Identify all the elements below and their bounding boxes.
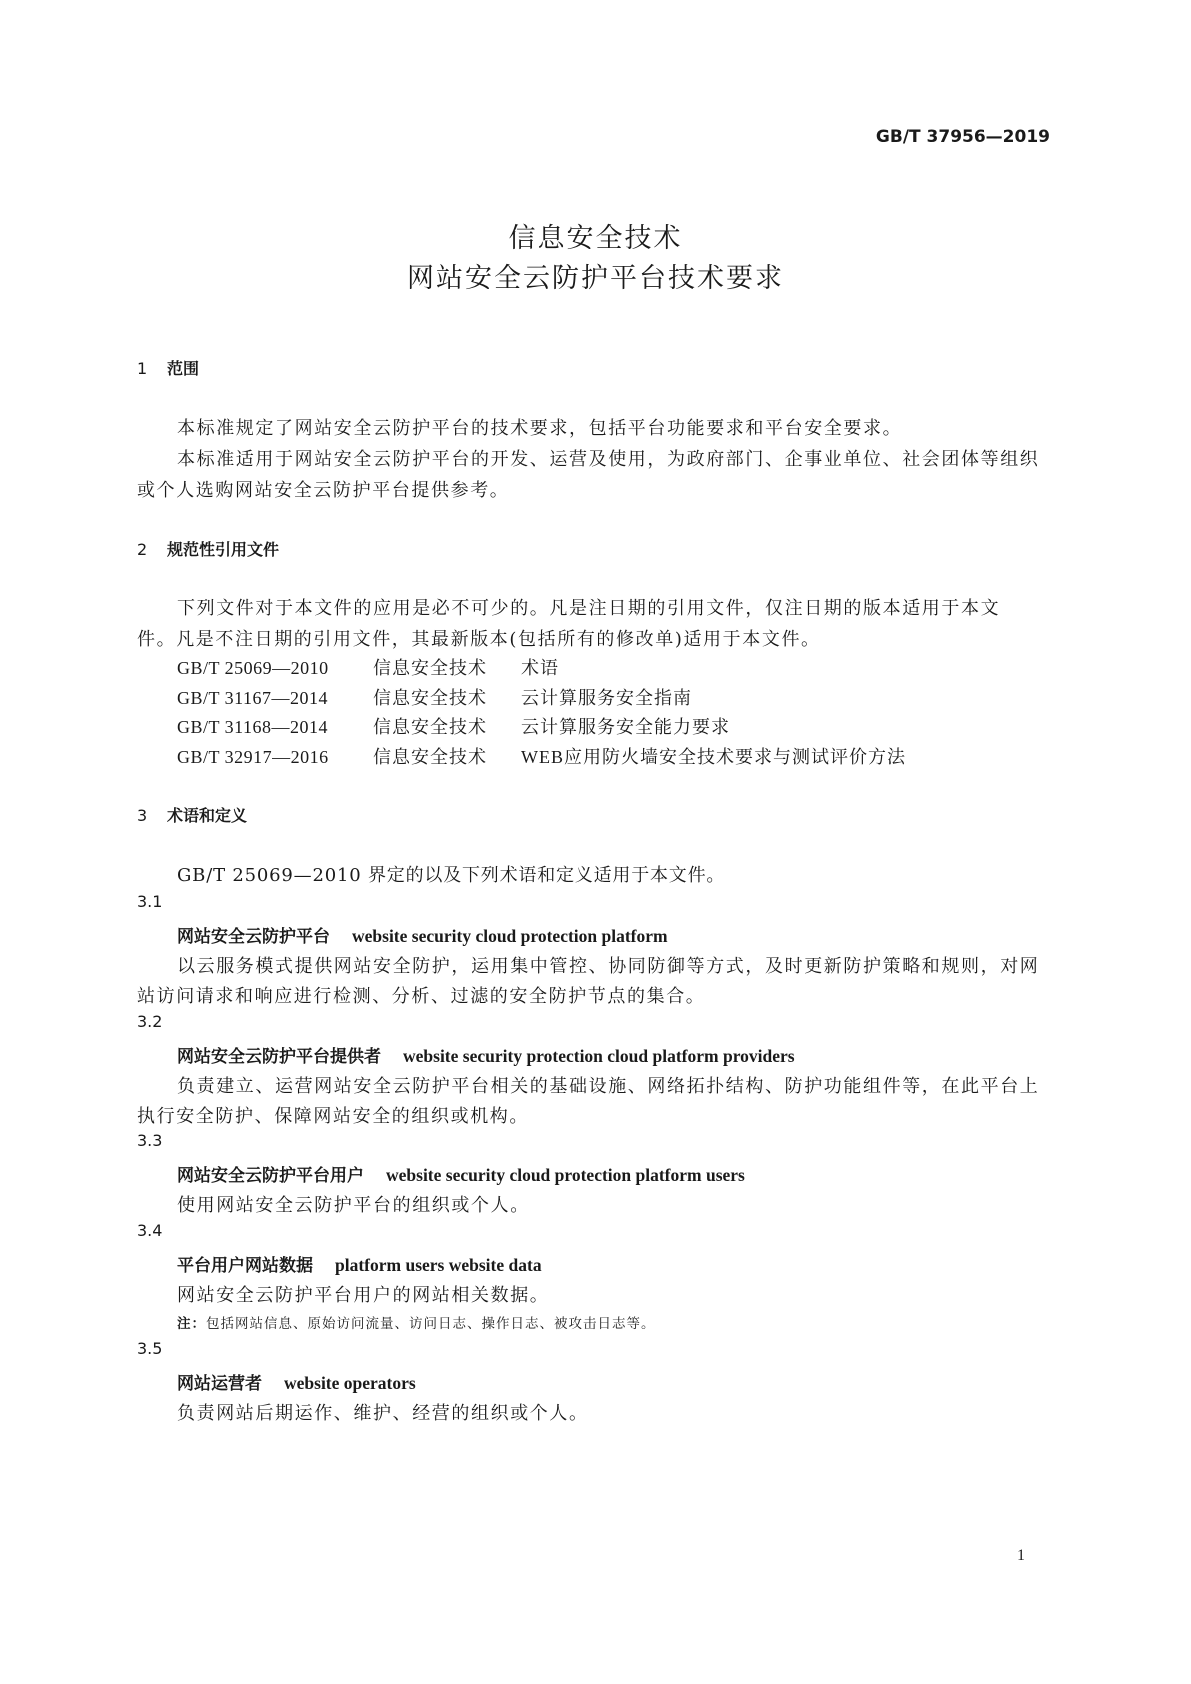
term-definition: 负责建立、运营网站安全云防护平台相关的基础设施、网络拓扑结构、防护功能组件等，在此平台上 xyxy=(177,1076,1040,1097)
reference-series: 信息安全技术 xyxy=(373,747,487,767)
paragraph: 本标准规定了网站安全云防护平台的技术要求，包括平台功能要求和平台安全要求。 xyxy=(177,418,903,439)
term-definition-continued: 执行安全防护、保障网站安全的组织或机构。 xyxy=(137,1106,529,1127)
paragraph: 下列文件对于本文件的应用是必不可少的。凡是注日期的引用文件，仅注日期的版本适用于本文 xyxy=(177,598,1001,619)
term-definition: 使用网站安全云防护平台的组织或个人。 xyxy=(177,1195,530,1216)
section-number: 2 xyxy=(137,540,148,559)
reference-code: GB/T 25069—2010 xyxy=(177,658,329,678)
term-definition: 以云服务模式提供网站安全防护，运用集中管控、协同防御等方式，及时更新防护策略和规则，对网 xyxy=(177,956,1040,977)
reference-item xyxy=(177,654,559,680)
reference-item xyxy=(177,743,906,769)
paragraph-continued: 件。凡是不注日期的引用文件，其最新版本(包括所有的修改单)适用于本文件。 xyxy=(137,629,821,650)
term-heading xyxy=(177,1042,795,1067)
reference-name: 术语 xyxy=(521,658,559,678)
paragraph: 本标准适用于网站安全云防护平台的开发、运营及使用，为政府部门、企事业单位、社会团体等组织 xyxy=(177,449,1040,470)
section-title: 术语和定义 xyxy=(167,806,248,825)
document-title-line2: 网站安全云防护平台技术要求 xyxy=(407,263,784,294)
terms-intro: GB/T 25069—2010 界定的以及下列术语和定义适用于本文件。 xyxy=(177,865,726,886)
note-text: 包括网站信息、原始访问流量、访问日志、操作日志、被攻击日志等。 xyxy=(206,1316,656,1332)
section-1-heading xyxy=(137,356,199,379)
paragraph-continued: 或个人选购网站安全云防护平台提供参考。 xyxy=(137,480,510,501)
term-cn: 网站安全云防护平台用户 xyxy=(177,1166,364,1186)
term-number: 3.5 xyxy=(137,1339,163,1358)
term-note xyxy=(177,1312,656,1332)
term-cn: 网站安全云防护平台 xyxy=(177,927,330,947)
section-3-heading xyxy=(137,803,247,826)
term-en: website security cloud protection platform xyxy=(352,926,668,946)
document-title-line1: 信息安全技术 xyxy=(508,223,683,254)
reference-code: GB/T 32917—2016 xyxy=(177,747,329,767)
reference-name: 云计算服务安全能力要求 xyxy=(521,717,730,737)
reference-series: 信息安全技术 xyxy=(373,658,487,678)
page-number: 1 xyxy=(1017,1547,1025,1564)
term-number: 3.2 xyxy=(137,1012,163,1031)
term-en: platform users website data xyxy=(335,1255,542,1275)
term-heading xyxy=(177,922,668,947)
section-number: 3 xyxy=(137,806,148,825)
term-heading xyxy=(177,1251,542,1276)
term-definition: 负责网站后期运作、维护、经营的组织或个人。 xyxy=(177,1403,589,1424)
reference-code: GB/T 31168—2014 xyxy=(177,717,329,737)
term-definition: 网站安全云防护平台用户的网站相关数据。 xyxy=(177,1285,550,1306)
term-heading xyxy=(177,1161,745,1186)
reference-name: 云计算服务安全指南 xyxy=(521,688,692,708)
standard-number: GB/T 37956—2019 xyxy=(875,127,1050,147)
reference-item xyxy=(177,684,692,710)
reference-series: 信息安全技术 xyxy=(373,688,487,708)
term-heading xyxy=(177,1369,416,1394)
term-definition-continued: 站访问请求和响应进行检测、分析、过滤的安全防护节点的集合。 xyxy=(137,986,706,1007)
term-en: website security protection cloud platform providers xyxy=(403,1046,795,1066)
section-number: 1 xyxy=(137,359,148,378)
term-en: website security cloud protection platform users xyxy=(386,1165,745,1185)
term-cn: 平台用户网站数据 xyxy=(177,1256,313,1276)
reference-item xyxy=(177,713,730,739)
reference-series: 信息安全技术 xyxy=(373,717,487,737)
section-2-heading xyxy=(137,537,279,560)
reference-name: WEB应用防火墙安全技术要求与测试评价方法 xyxy=(521,747,906,767)
reference-code: GB/T 31167—2014 xyxy=(177,688,329,708)
note-label: 注： xyxy=(177,1316,206,1332)
section-title: 规范性引用文件 xyxy=(167,540,280,559)
term-number: 3.4 xyxy=(137,1221,163,1240)
term-en: website operators xyxy=(284,1373,416,1393)
section-title: 范围 xyxy=(167,359,200,378)
term-cn: 网站运营者 xyxy=(177,1374,262,1394)
term-number: 3.3 xyxy=(137,1131,163,1150)
term-cn: 网站安全云防护平台提供者 xyxy=(177,1047,381,1067)
term-number: 3.1 xyxy=(137,892,163,911)
